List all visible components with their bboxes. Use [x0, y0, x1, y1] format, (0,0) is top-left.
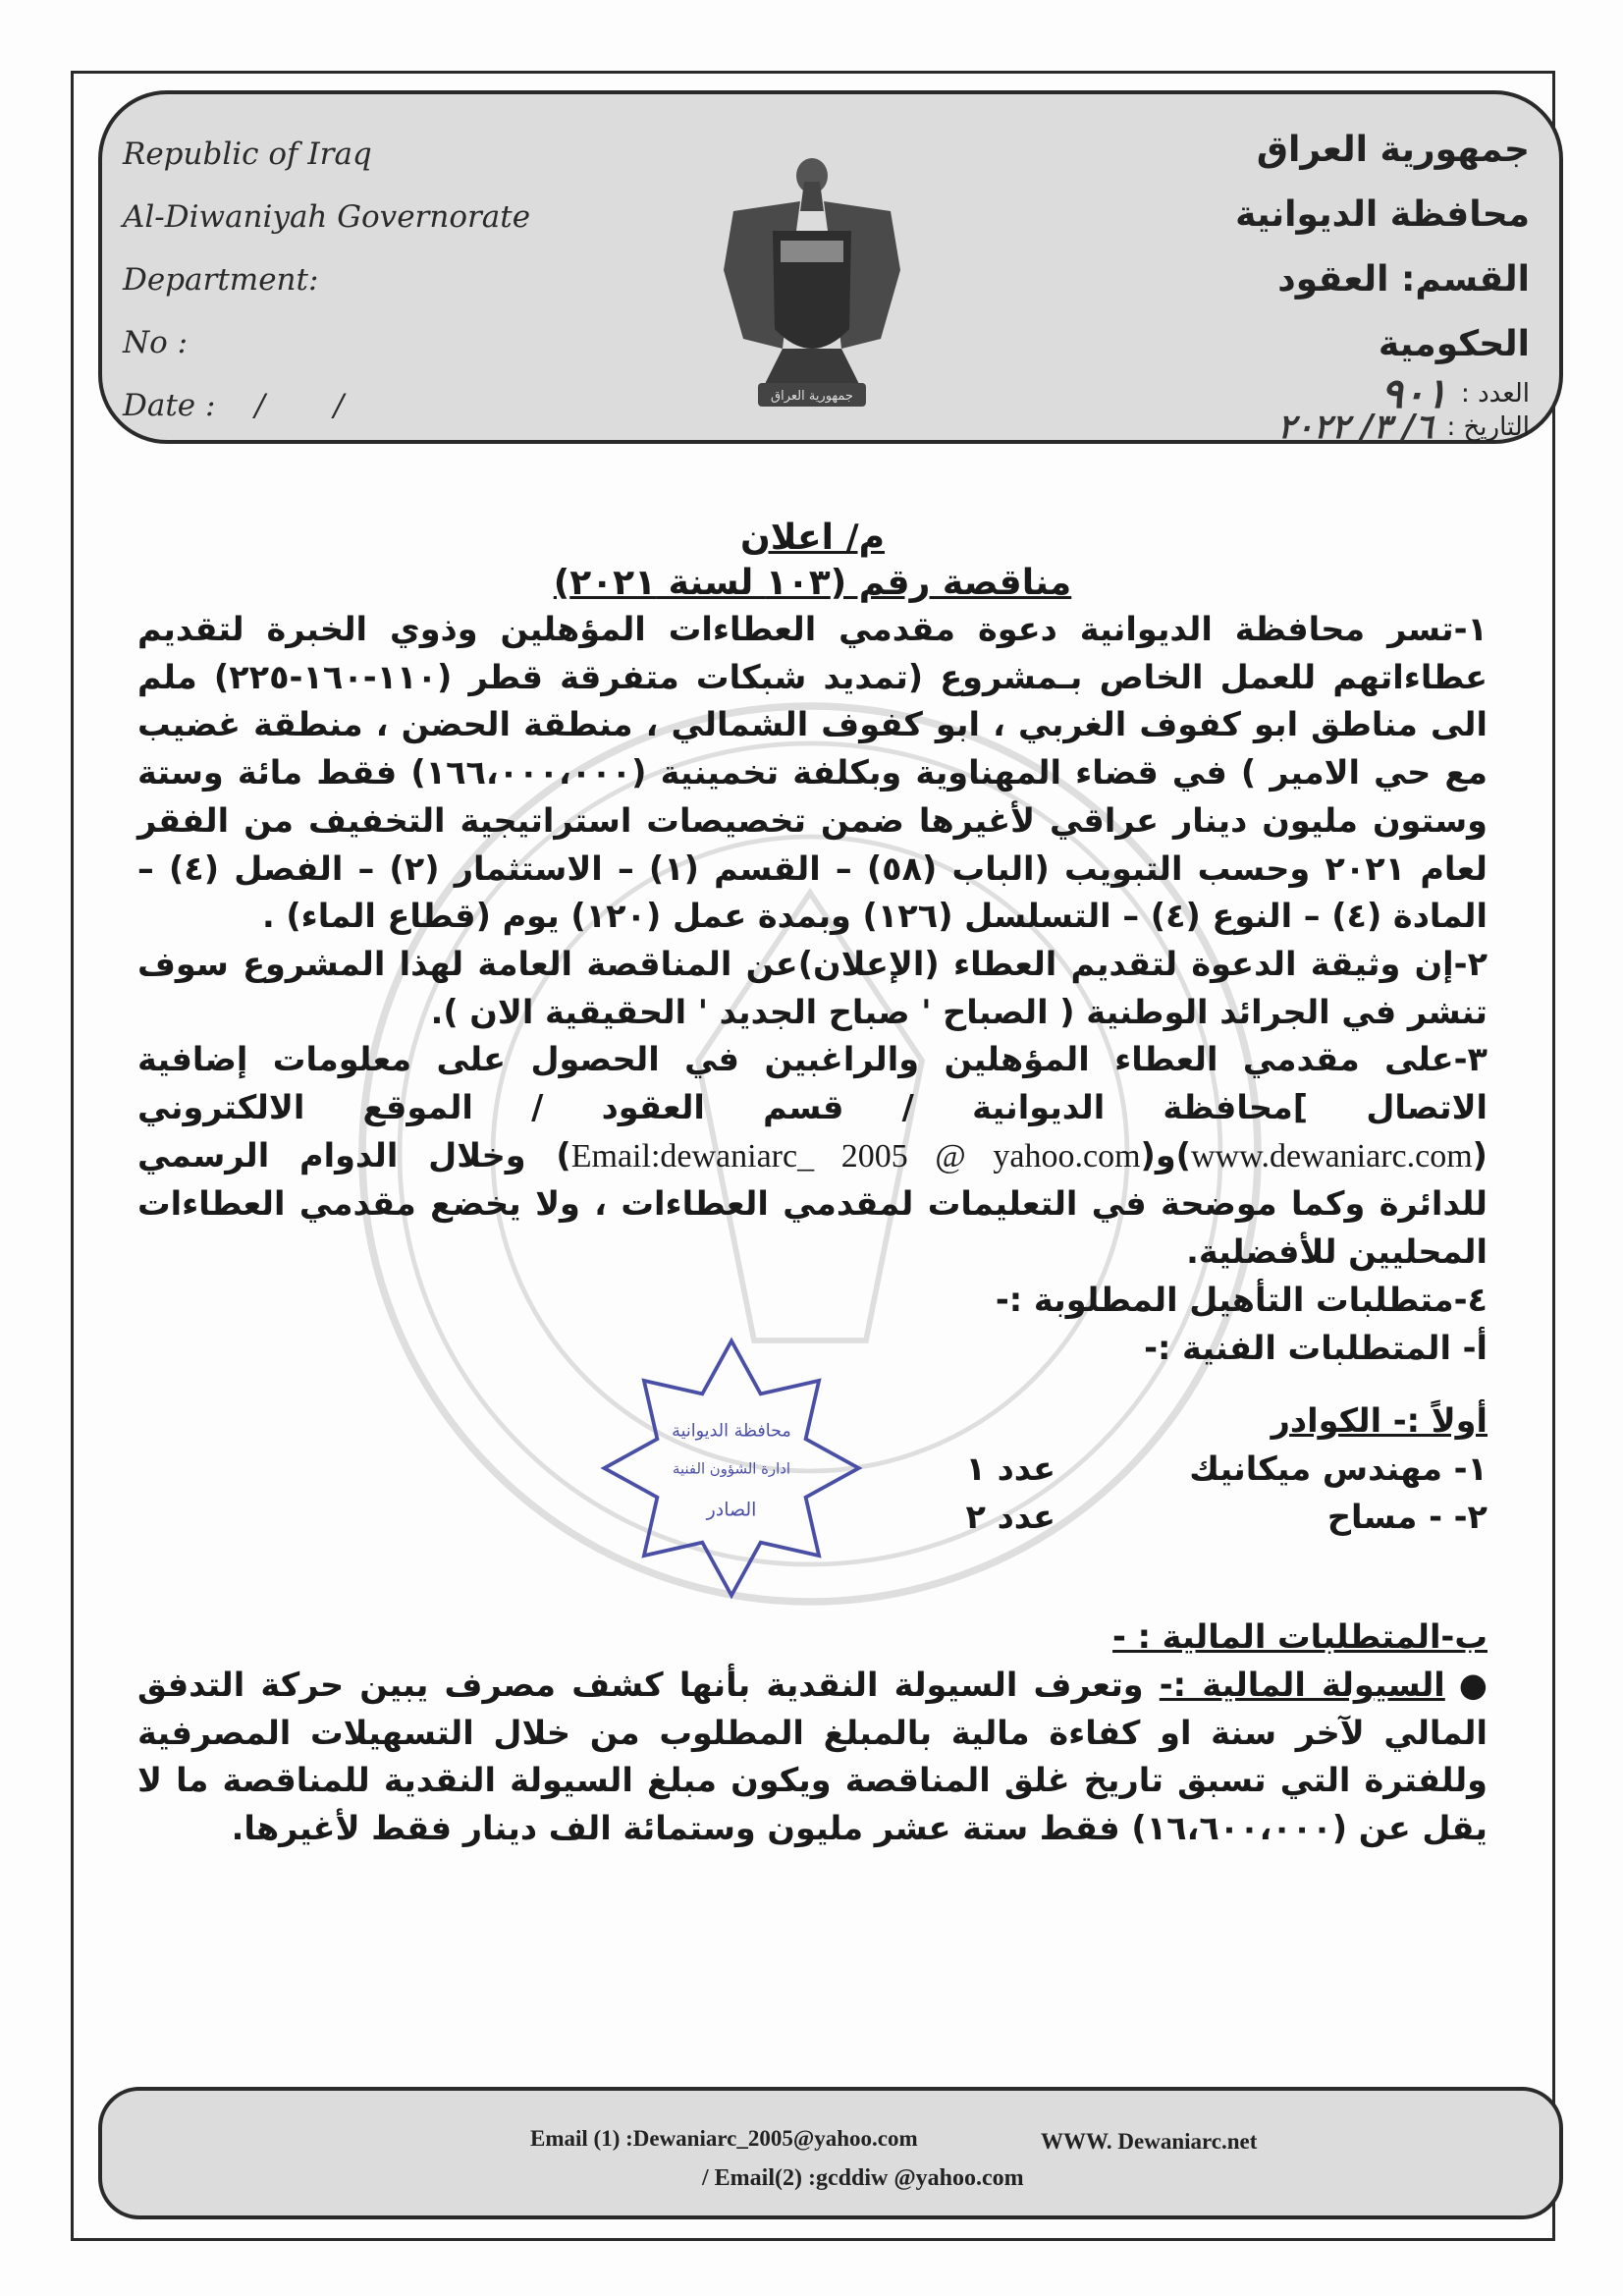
governorate-en: Al-Diwaniyah Governorate: [123, 199, 531, 235]
paragraph-2-end: .: [430, 992, 444, 1031]
requirement-count: عدد ١: [965, 1449, 1055, 1488]
requirement-count: عدد ٢: [965, 1497, 1055, 1536]
paragraph-3-b: ) وخلال الدوام الرسمي للدائرة وكما موضحة في التعليمات لمقدمي العطاءات ، ولا يخضع مقدمي العطاءات المحليين للأفضلية.: [137, 1135, 1488, 1272]
requirement-label: ١- مهندس ميكانيك: [1189, 1449, 1488, 1488]
letterhead-english: [123, 123, 673, 437]
footer-email-1[interactable]: Email (1) :Dewaniarc_2005@yahoo.com: [530, 2126, 918, 2151]
country-en: Republic of Iraq: [123, 137, 372, 172]
tender-title: مناقصة رقم (١٠٣ لسنة ٢٠٢١): [553, 563, 1072, 603]
newspapers: ( الصباح ' صباح الجديد ' الحقيقية الان ): [443, 992, 1075, 1031]
liquidity-paragraph: [137, 1662, 1488, 1853]
section-4b-text: ب-المتطلبات المالية : -: [1112, 1617, 1488, 1657]
section-4b-title: [137, 1613, 1488, 1662]
section-4a-title: أ- المتطلبات الفنية :-: [1144, 1328, 1488, 1367]
bullet-icon: ●: [1458, 1666, 1488, 1705]
number-ar-value: ٩٠١: [1380, 369, 1448, 417]
section-4-title: ٤-متطلبات التأهيل المطلوبة :-: [995, 1280, 1488, 1319]
department-en: Department:: [123, 262, 319, 298]
number-ar-row: [1117, 369, 1530, 417]
paragraph-1-end: .: [261, 897, 287, 936]
governorate-ar: محافظة الديوانية: [1235, 194, 1530, 235]
doc-ref: م/ اعلان: [739, 518, 886, 558]
footer-website[interactable]: WWW. Dewaniarc.net: [1041, 2129, 1258, 2154]
number-en: No :: [123, 325, 189, 360]
country-ar: جمهورية العراق: [1256, 130, 1530, 170]
email-link[interactable]: Email:dewaniarc_ 2005 @ yahoo.com: [570, 1137, 1141, 1175]
stamp-line-1: محافظة الديوانية: [672, 1421, 791, 1442]
iraq-eagle-emblem-icon: [714, 142, 910, 417]
announcement-body: [137, 516, 1488, 1853]
paragraph-1: [137, 606, 1488, 941]
letterhead-arabic: [1117, 118, 1530, 447]
paragraph-2-announcement: (الإعلان): [797, 944, 940, 983]
paragraph-2-b: عن المناقصة العامة لهذا المشروع سوف تنشر في الجرائد الوطنية: [137, 944, 1488, 1031]
paragraph-3-a: ٣-على مقدمي العطاء المؤهلين والراغبين في الحصول على معلومات إضافية الاتصال ]محافظة الديوانية / قسم العقود / الموقع الالكتروني (: [137, 1040, 1488, 1175]
department-ar: القسم: العقود الحكومية: [1277, 259, 1530, 364]
requirement-label: ٢- - مساح: [1326, 1497, 1488, 1536]
date-ar-value: ٦/ ٣/ ٢٠٢٢: [1277, 408, 1434, 447]
paragraph-1-text: ١-تسر محافظة الديوانية دعوة مقدمي العطاءات المؤهلين وذوي الخبرة لتقديم عطاءاتهم للعمل الخاص بـمشروع (تمديد شبكات متفرقة قطر (١١٠-١٦٠-٢٢٥) ملم الى مناطق ابو كفوف الغربي ، ابو كفوف الشمالي ، منطقة الحضن ، منطقة غضيب مع حي الامير ) في قضاء المهناوية وبكلفة تخمينية (١٦٦،٠٠٠،٠٠٠) فقط مائة وستة وستون مليون دينار عراقي لأغيرها ضمن تخصيصات استراتيجية التخفيف من الفقر لعام ٢٠٢١ وحسب التبويب (الباب (٥٨) – القسم (١) – الاستثمار (٢) – الفصل (٤) – المادة (٤) – النوع (٤) – التسلسل (١٢٦) وبمدة عمل (١٢٠) يوم: [137, 610, 1488, 936]
date-en: Date :: [123, 388, 216, 423]
paragraph-3: [137, 1036, 1488, 1277]
date-ar-row: [1117, 408, 1530, 447]
paragraph-2-a: ٢-إن وثيقة الدعوة لتقديم العطاء: [939, 944, 1488, 983]
website-link[interactable]: www.dewaniarc.com: [1190, 1137, 1473, 1175]
emblem-caption: جمهورية العراق: [771, 389, 853, 404]
footer-email-2[interactable]: / Email(2) :gcddiw @yahoo.com: [702, 2165, 1024, 2191]
date-en-row: [123, 374, 673, 437]
official-stamp: [599, 1336, 864, 1601]
paragraph-3-and: )و(: [1140, 1135, 1191, 1175]
stamp-line-2: ادارة الشؤون الفنية: [673, 1459, 790, 1478]
water-sector: (قطاع الماء): [286, 897, 491, 936]
liquidity-text: وتعرف السيولة النقدية بأنها كشف مصرف يبين حركة التدفق المالي لآخر سنة او كفاءة مالية بالمبلغ المطلوب من خلال التسهيلات المصرفية وللفترة التي تسبق تاريخ غلق المناقصة ويكون مبلغ السيولة النقدية للمناقصة ما لا يقل عن (١٦،٦٠٠،٠٠٠) فقط ستة عشر مليون وستمائة الف دينار فقط لأغيرها.: [137, 1666, 1488, 1848]
footer: [98, 2087, 1563, 2219]
date-slashes: / /: [254, 388, 374, 423]
paragraph-2: [137, 941, 1488, 1036]
liquidity-title: السيولة المالية :-: [1159, 1666, 1445, 1705]
date-ar-label: التاريخ :: [1446, 412, 1530, 442]
cadres-title: أولاً :- الكوادر: [1271, 1401, 1488, 1441]
stamp-line-3: الصادر: [706, 1499, 757, 1521]
number-ar-label: العدد :: [1461, 379, 1530, 409]
